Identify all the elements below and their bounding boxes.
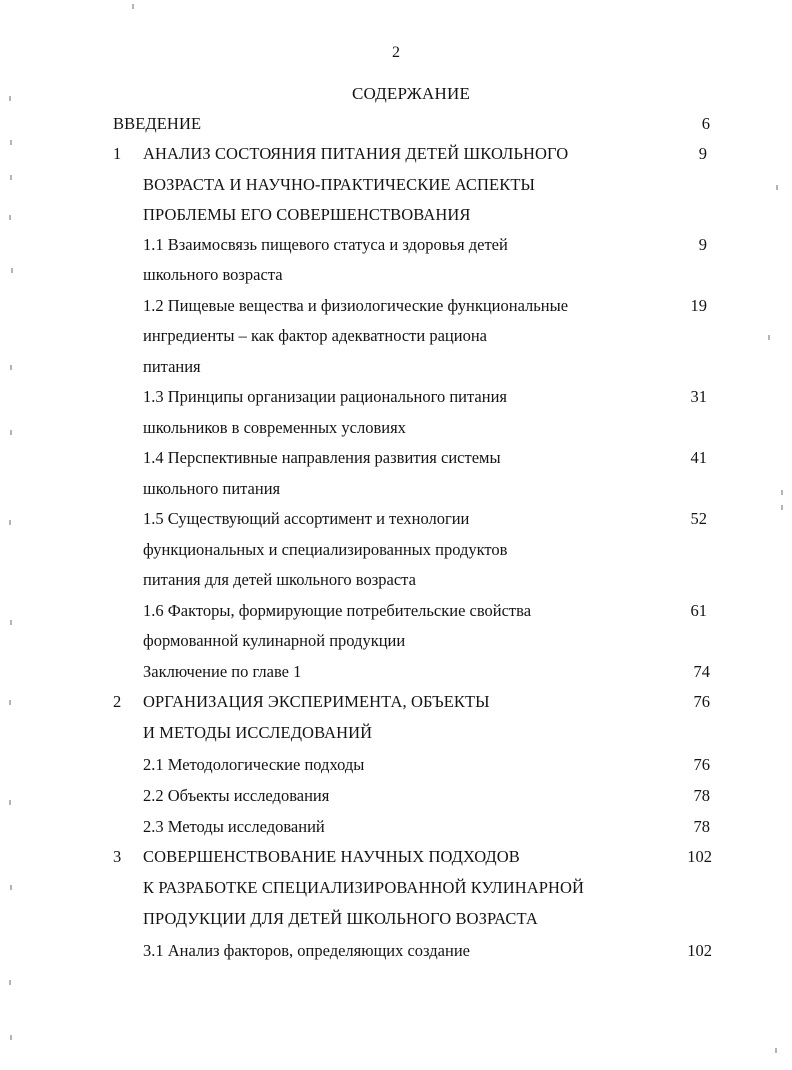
toc-conclusion-chapter-1-page: 74 — [693, 662, 710, 681]
toc-chapter-2-line-2: И МЕТОДЫ ИССЛЕДОВАНИЙ — [143, 723, 373, 742]
toc-chapter-3-line-2: К РАЗРАБОТКЕ СПЕЦИАЛИЗИРОВАННОЙ КУЛИНАРНОЙ — [143, 878, 585, 897]
toc-entry-introduction: ВВЕДЕНИЕ — [113, 114, 202, 133]
toc-chapter-3-number: 3 — [113, 847, 122, 866]
scan-speck — [775, 1048, 777, 1053]
toc-section-1-4-line-2: школьного питания — [143, 479, 281, 498]
toc-section-1-5-page: 52 — [690, 509, 707, 528]
toc-section-2-2: 2.2 Объекты исследования — [143, 786, 330, 805]
scan-speck — [9, 520, 11, 525]
toc-section-1-2-line-1: 1.2 Пищевые вещества и физиологические функциональные — [143, 296, 569, 315]
scan-speck — [768, 335, 770, 340]
scan-speck — [132, 4, 134, 9]
toc-section-2-1-page: 76 — [693, 755, 710, 774]
scan-speck — [10, 885, 12, 890]
toc-chapter-2-line-1: ОРГАНИЗАЦИЯ ЭКСПЕРИМЕНТА, ОБЪЕКТЫ — [143, 692, 490, 711]
scan-speck — [10, 175, 12, 180]
scan-speck — [10, 620, 12, 625]
toc-section-1-1-line-2: школьного возраста — [143, 265, 283, 284]
toc-section-1-5-line-2: функциональных и специализированных продуктов — [143, 540, 508, 559]
scan-speck — [10, 430, 12, 435]
toc-conclusion-chapter-1: Заключение по главе 1 — [143, 662, 302, 681]
toc-title: СОДЕРЖАНИЕ — [351, 84, 471, 103]
scan-speck — [9, 980, 11, 985]
toc-chapter-3-line-3: ПРОДУКЦИИ ДЛЯ ДЕТЕЙ ШКОЛЬНОГО ВОЗРАСТА — [143, 909, 538, 928]
page-number: 2 — [392, 44, 400, 61]
toc-section-2-1: 2.1 Методологические подходы — [143, 755, 365, 774]
scan-speck — [781, 490, 783, 495]
toc-section-3-1: 3.1 Анализ факторов, определяющих создание — [143, 941, 470, 960]
toc-section-1-6-line-1: 1.6 Факторы, формирующие потребительские свойства — [143, 601, 532, 620]
toc-section-1-4-line-1: 1.4 Перспективные направления развития системы — [143, 448, 501, 467]
scan-speck — [776, 185, 778, 190]
scan-speck — [9, 215, 11, 220]
toc-section-1-1-page: 9 — [698, 235, 707, 254]
toc-section-1-5-line-1: 1.5 Существующий ассортимент и технологии — [143, 509, 470, 528]
toc-chapter-1-line-2: ВОЗРАСТА И НАУЧНО-ПРАКТИЧЕСКИЕ АСПЕКТЫ — [143, 175, 536, 194]
toc-section-1-4-page: 41 — [690, 448, 707, 467]
toc-section-1-6-page: 61 — [690, 601, 707, 620]
toc-chapter-1-page: 9 — [698, 144, 707, 163]
scan-speck — [9, 800, 11, 805]
scan-speck — [10, 140, 12, 145]
scan-speck — [10, 1035, 12, 1040]
scan-speck — [11, 268, 13, 273]
scan-speck — [9, 96, 11, 101]
toc-section-2-3: 2.3 Методы исследований — [143, 817, 325, 836]
toc-chapter-1-number: 1 — [113, 144, 122, 163]
toc-section-1-6-line-2: формованной кулинарной продукции — [143, 631, 406, 650]
toc-section-3-1-page: 102 — [687, 941, 712, 960]
toc-section-1-2-line-3: питания — [143, 357, 201, 376]
toc-chapter-3-page: 102 — [687, 847, 712, 866]
toc-section-1-2-line-2: ингредиенты – как фактор адекватности рациона — [143, 326, 487, 345]
scan-speck — [10, 365, 12, 370]
toc-chapter-1-line-1: АНАЛИЗ СОСТОЯНИЯ ПИТАНИЯ ДЕТЕЙ ШКОЛЬНОГО — [143, 144, 569, 163]
toc-section-1-3-line-1: 1.3 Принципы организации рационального питания — [143, 387, 507, 406]
toc-section-1-2-page: 19 — [690, 296, 707, 315]
toc-section-2-3-page: 78 — [693, 817, 710, 836]
toc-chapter-1-line-3: ПРОБЛЕМЫ ЕГО СОВЕРШЕНСТВОВАНИЯ — [143, 205, 471, 224]
toc-section-1-3-line-2: школьников в современных условиях — [143, 418, 406, 437]
toc-chapter-3-line-1: СОВЕРШЕНСТВОВАНИЕ НАУЧНЫХ ПОДХОДОВ — [143, 847, 520, 866]
toc-section-1-3-page: 31 — [690, 387, 707, 406]
scan-speck — [9, 700, 11, 705]
toc-chapter-2-number: 2 — [113, 692, 122, 711]
toc-section-2-2-page: 78 — [693, 786, 710, 805]
toc-page-introduction: 6 — [701, 114, 710, 133]
toc-section-1-5-line-3: питания для детей школьного возраста — [143, 570, 416, 589]
scan-speck — [781, 505, 783, 510]
toc-chapter-2-page: 76 — [693, 692, 710, 711]
toc-section-1-1-line-1: 1.1 Взаимосвязь пищевого статуса и здоровья детей — [143, 235, 508, 254]
